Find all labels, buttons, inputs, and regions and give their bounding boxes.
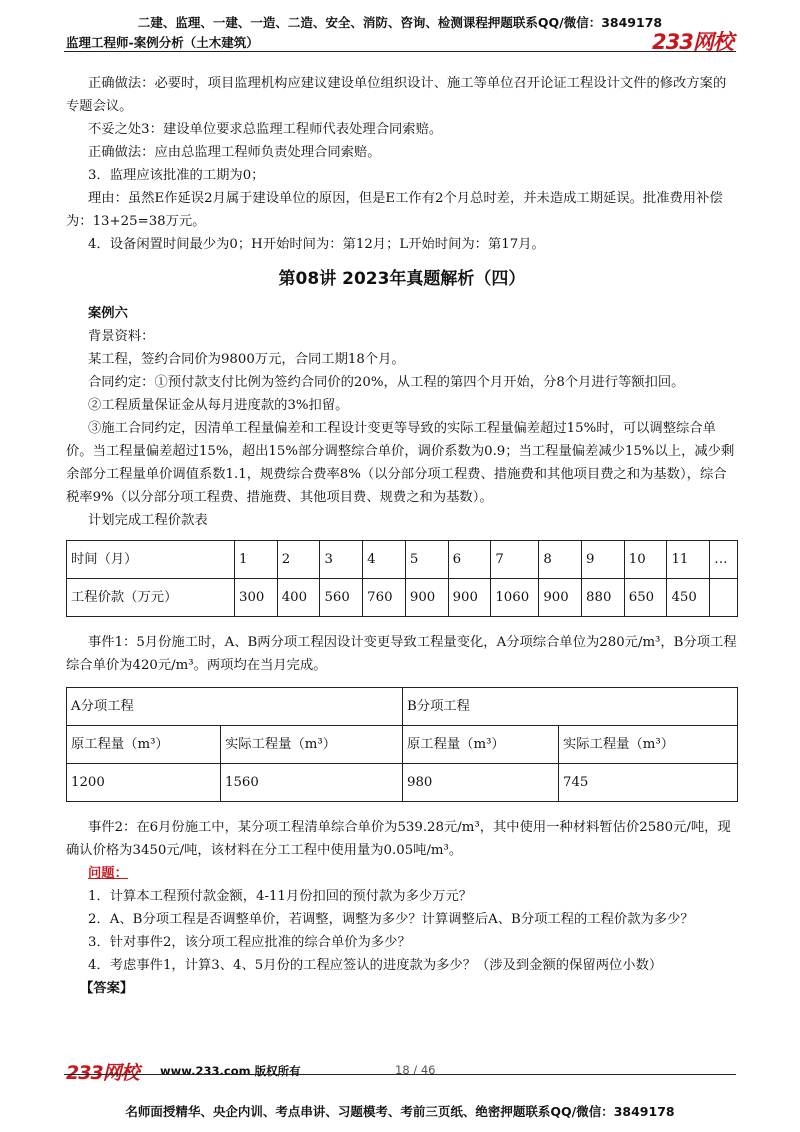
header-divider <box>64 51 736 52</box>
table-row <box>67 688 738 726</box>
table-cell: 原工程量（m³） <box>67 726 221 764</box>
table-cell: 400 <box>277 579 320 617</box>
table-header-cell: B分项工程 <box>403 688 738 726</box>
table-cell: 2 <box>277 541 320 579</box>
table-cell: 880 <box>582 579 625 617</box>
table-cell: 1060 <box>491 579 539 617</box>
table-cell: 9 <box>582 541 625 579</box>
table-cell: 745 <box>559 764 738 802</box>
table-cell: 5 <box>405 541 448 579</box>
footer-brand-logo: 233网校 <box>66 1062 139 1084</box>
table-cell: 450 <box>667 579 710 617</box>
header-subject-text: 监理工程师-案例分析（土木建筑） <box>66 35 259 50</box>
section-title: 第08讲 2023年真题解析（四） <box>278 269 526 289</box>
footer-divider <box>64 1074 736 1075</box>
paragraph: 不妥之处3：建设单位要求总监理工程师代表处理合同索赔。 <box>88 122 443 137</box>
table-cell: 900 <box>405 579 448 617</box>
table-row <box>67 541 738 579</box>
event-1-text: 事件1：5月份施工时，A、B两分项工程因设计变更导致工程量变化，A分项综合单位为280元/m³，B分项工程综合单价为420元/m³。两项均在当月完成。 <box>66 635 737 673</box>
table-cell: 11 <box>667 541 710 579</box>
paragraph: 3．监理应该批准的工期为0； <box>88 168 265 183</box>
table-cell: 1 <box>235 541 278 579</box>
answer-label: 【答案】 <box>80 981 134 996</box>
paragraph: 4．设备闲置时间最少为0；H开始时间为：第12月；L开始时间为：第17月。 <box>88 237 545 252</box>
table-cell: 560 <box>320 579 363 617</box>
table-row <box>67 726 738 764</box>
question-item: 3．针对事件2，该分项工程应批准的综合单价为多少？ <box>88 935 411 950</box>
event-2-text: 事件2：在6月份施工中，某分项工程清单综合单价为539.28元/m³，其中使用一种材料暂估价2580元/吨，现确认价格为3450元/吨，该材料在分工工程中使用量为0.05吨/m³。 <box>66 820 731 858</box>
table-cell: 实际工程量（m³） <box>221 726 403 764</box>
table-cell: 8 <box>539 541 582 579</box>
table-row <box>67 764 738 802</box>
footer-contact-text: 名师面授精华、央企内训、考点串讲、习题模考、考前三页纸、绝密押题联系QQ/微信：3849178 <box>125 1104 675 1119</box>
questions-label: 问题： <box>88 866 128 881</box>
question-item: 4．考虑事件1，计算3、4、5月份的工程应签认的进度款为多少？（涉及到金额的保留两位小数） <box>88 958 663 973</box>
quantity-change-table <box>66 687 738 802</box>
table-cell: 900 <box>448 579 491 617</box>
table-header-cell: A分项工程 <box>67 688 403 726</box>
planned-payment-table <box>66 540 738 617</box>
paragraph: 正确做法：必要时，项目监理机构应建议建设单位组织设计、施工等单位召开论证工程设计文件的修改方案的专题会议。 <box>66 76 727 114</box>
table-cell: 6 <box>448 541 491 579</box>
header-contact-text: 二建、监理、一建、一造、二造、安全、消防、咨询、检测课程押题联系QQ/微信：3849178 <box>137 15 663 30</box>
page-number: 18 / 46 <box>395 1063 436 1077</box>
table-cell: 1560 <box>221 764 403 802</box>
question-item: 1．计算本工程预付款金额，4-11月份扣回的预付款为多少万元？ <box>88 889 473 904</box>
table-cell: 4 <box>363 541 406 579</box>
background-label: 背景资料： <box>88 329 155 344</box>
table-cell: 工程价款（万元） <box>67 579 235 617</box>
table-cell: 实际工程量（m³） <box>559 726 738 764</box>
table-cell: 900 <box>539 579 582 617</box>
table-cell: … <box>710 541 738 579</box>
paragraph: 合同约定：①预付款支付比例为签约合同价的20%，从工程的第四个月开始，分8个月进行等额扣回。 <box>88 375 685 390</box>
table-cell: 980 <box>403 764 559 802</box>
question-item: 2．A、B分项工程是否调整单价，若调整，调整为多少？计算调整后A、B分项工程的工程价款为多少？ <box>88 912 694 927</box>
table-cell: 3 <box>320 541 363 579</box>
table-row <box>67 579 738 617</box>
table-cell: 10 <box>624 541 667 579</box>
page-header <box>0 0 800 54</box>
table-cell: 7 <box>491 541 539 579</box>
paragraph: ③施工合同约定，因清单工程量偏差和工程设计变更等导致的实际工程量偏差超过15%时，可以调整综合单价。当工程量偏差超过15%，超出15%部分调整综合单价，调价系数为0.9；当工程量偏差减少15%以上，减少剩余部分工程量单价调值系数1.1，规费综合费率8%（以分部分项工程费、措施费和其他项目费之和为基数），综合税率9%（以分部分项工程费、措施费、其他项目费、规费之和为基数）。 <box>66 421 735 505</box>
brand-logo: 233网校 <box>652 30 733 54</box>
paragraph: ②工程质量保证金从每月进度款的3%扣留。 <box>88 398 349 413</box>
table-caption: 计划完成工程价款表 <box>88 513 208 528</box>
paragraph: 某工程，签约合同价为9800万元，合同工期18个月。 <box>88 352 405 367</box>
table-cell: 原工程量（m³） <box>403 726 559 764</box>
table-cell: 760 <box>363 579 406 617</box>
table-cell: 1200 <box>67 764 221 802</box>
table-cell: 650 <box>624 579 667 617</box>
table-cell <box>710 579 738 617</box>
paragraph: 正确做法：应由总监理工程师负责处理合同索赔。 <box>88 145 381 160</box>
document-body <box>66 72 738 1000</box>
table-cell: 300 <box>235 579 278 617</box>
table-cell: 时间（月） <box>67 541 235 579</box>
case-heading: 案例六 <box>88 306 128 321</box>
paragraph: 理由：虽然E作延误2月属于建设单位的原因，但是E工作有2个月总时差，并未造成工期延误。批准费用补偿为：13+25=38万元。 <box>66 191 723 229</box>
footer-copyright: www.233.com 版权所有 <box>160 1064 301 1078</box>
